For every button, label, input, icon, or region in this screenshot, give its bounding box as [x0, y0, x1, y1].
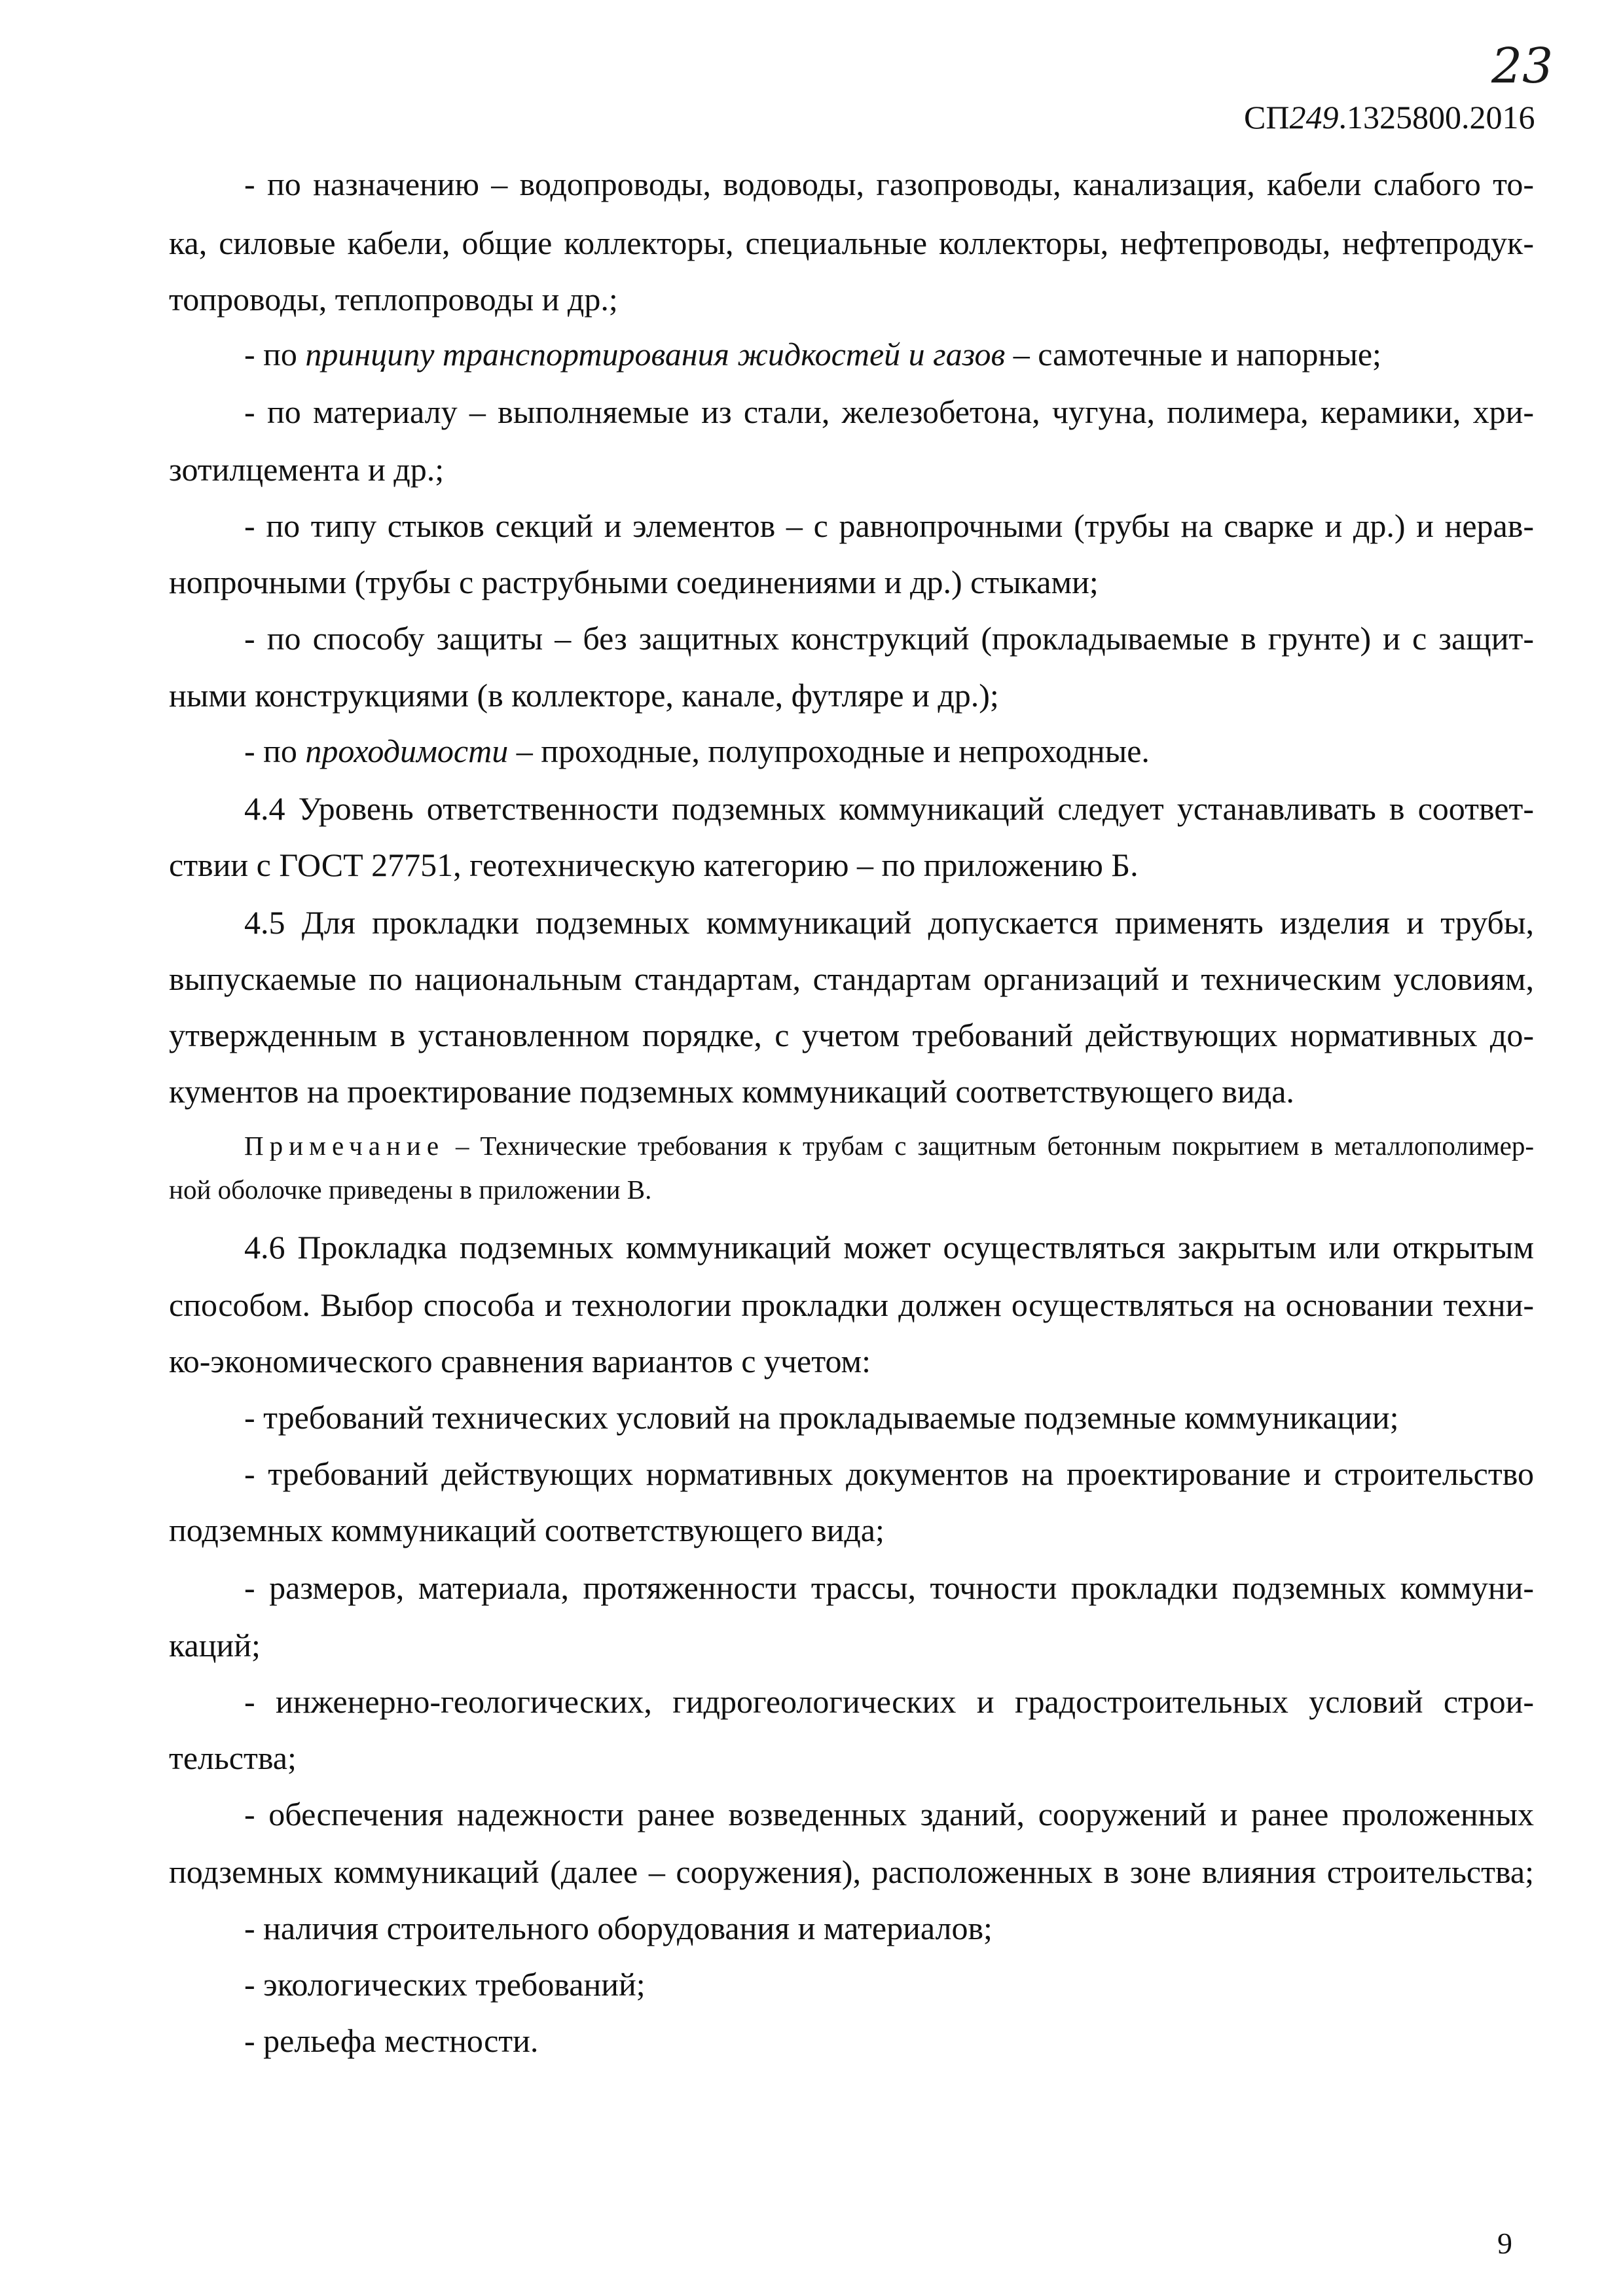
doc-code-handwritten: 249 — [1289, 99, 1339, 136]
text-line: нопрочными (трубы с раструбными соединениями и др.) стыками; — [169, 564, 1099, 600]
list-item: - экологических требований; — [244, 1966, 646, 2003]
note-label: Примечание — [244, 1131, 445, 1161]
text-line: каций; — [169, 1627, 261, 1664]
text-line: утвержденным в установленном порядке, с учетом требований действующих нормативных до- — [169, 1017, 1534, 1053]
text-line: выпускаемые по национальным стандартам, стандартам организаций и техническим условиям, — [169, 960, 1534, 997]
text-line: ко-экономического сравнения вариантов с учетом: — [169, 1343, 871, 1379]
list-item: - инженерно-геологических, гидрогеологических и градостроительных условий строи- — [244, 1683, 1534, 1720]
list-item-transport-principle: - по принципу транспортирования жидкостей и газов – самотечные и напорные; — [244, 336, 1381, 373]
list-item: - обеспечения надежности ранее возведенных зданий, сооружений и ранее проложенных — [244, 1796, 1534, 1832]
clause-4-5: 4.5 Для прокладки подземных коммуникаций допускается применять изделия и трубы, — [244, 904, 1534, 941]
list-item-material: - по материалу – выполняемые из стали, железобетона, чугуна, полимера, керамики, хри- — [244, 393, 1534, 430]
list-item: - требований технических условий на прокладываемые подземные коммуникации; — [244, 1399, 1399, 1436]
note-line: ной оболочке приведены в приложении В. — [169, 1175, 652, 1205]
text-line: тельства; — [169, 1740, 297, 1776]
text-line: топроводы, теплопроводы и др.; — [169, 281, 618, 318]
handwritten-page-number: 23 — [1491, 38, 1554, 94]
list-item-purpose: - по назначению – водопроводы, водоводы, газопроводы, канализация, кабели слабого то- — [244, 166, 1534, 202]
list-item: - требований действующих нормативных документов на проектирование и строительство — [244, 1455, 1534, 1492]
list-item-joint-type: - по типу стыков секций и элементов – с равнопрочными (трубы на сварке и др.) и нерав- — [244, 507, 1534, 544]
list-item: - рельефа местности. — [244, 2022, 539, 2059]
document-code — [1244, 98, 1535, 136]
page-number: 9 — [1497, 2227, 1512, 2260]
text-line: кументов на проектирование подземных коммуникаций соответствующего вида. — [169, 1073, 1294, 1110]
doc-code-prefix: СП — [1244, 99, 1290, 136]
text-line: ствии с ГОСТ 27751, геотехническую категорию – по приложению Б. — [169, 847, 1139, 883]
doc-code-suffix: .1325800.2016 — [1338, 99, 1535, 136]
list-item-passability: - по проходимости – проходные, полупроходные и непроходные. — [244, 733, 1150, 769]
text-line: подземных коммуникаций (далее – сооружения), расположенных в зоне влияния строительства; — [169, 1853, 1534, 1890]
text-line: способом. Выбор способа и технологии прокладки должен осуществляться на основании техни- — [169, 1286, 1534, 1323]
list-item-protection: - по способу защиты – без защитных конструкций (прокладываемые в грунте) и с защит- — [244, 620, 1534, 657]
clause-4-6: 4.6 Прокладка подземных коммуникаций может осуществляться закрытым или открытым — [244, 1229, 1534, 1266]
text-line: ными конструкциями (в коллекторе, канале, футляре и др.); — [169, 677, 999, 714]
list-item: - размеров, материала, протяженности трассы, точности прокладки подземных коммуни- — [244, 1569, 1534, 1606]
note: Примечание – Технические требования к трубам с защитным бетонным покрытием в металлополимер- — [244, 1131, 1534, 1161]
text-line: ка, силовые кабели, общие коллекторы, специальные коллекторы, нефтепроводы, нефтепродук- — [169, 225, 1534, 261]
clause-4-4: 4.4 Уровень ответственности подземных коммуникаций следует устанавливать в соответ- — [244, 790, 1534, 827]
text-line: зотилцемента и др.; — [169, 451, 445, 488]
list-item: - наличия строительного оборудования и материалов; — [244, 1910, 993, 1946]
text-line: подземных коммуникаций соответствующего вида; — [169, 1512, 884, 1548]
